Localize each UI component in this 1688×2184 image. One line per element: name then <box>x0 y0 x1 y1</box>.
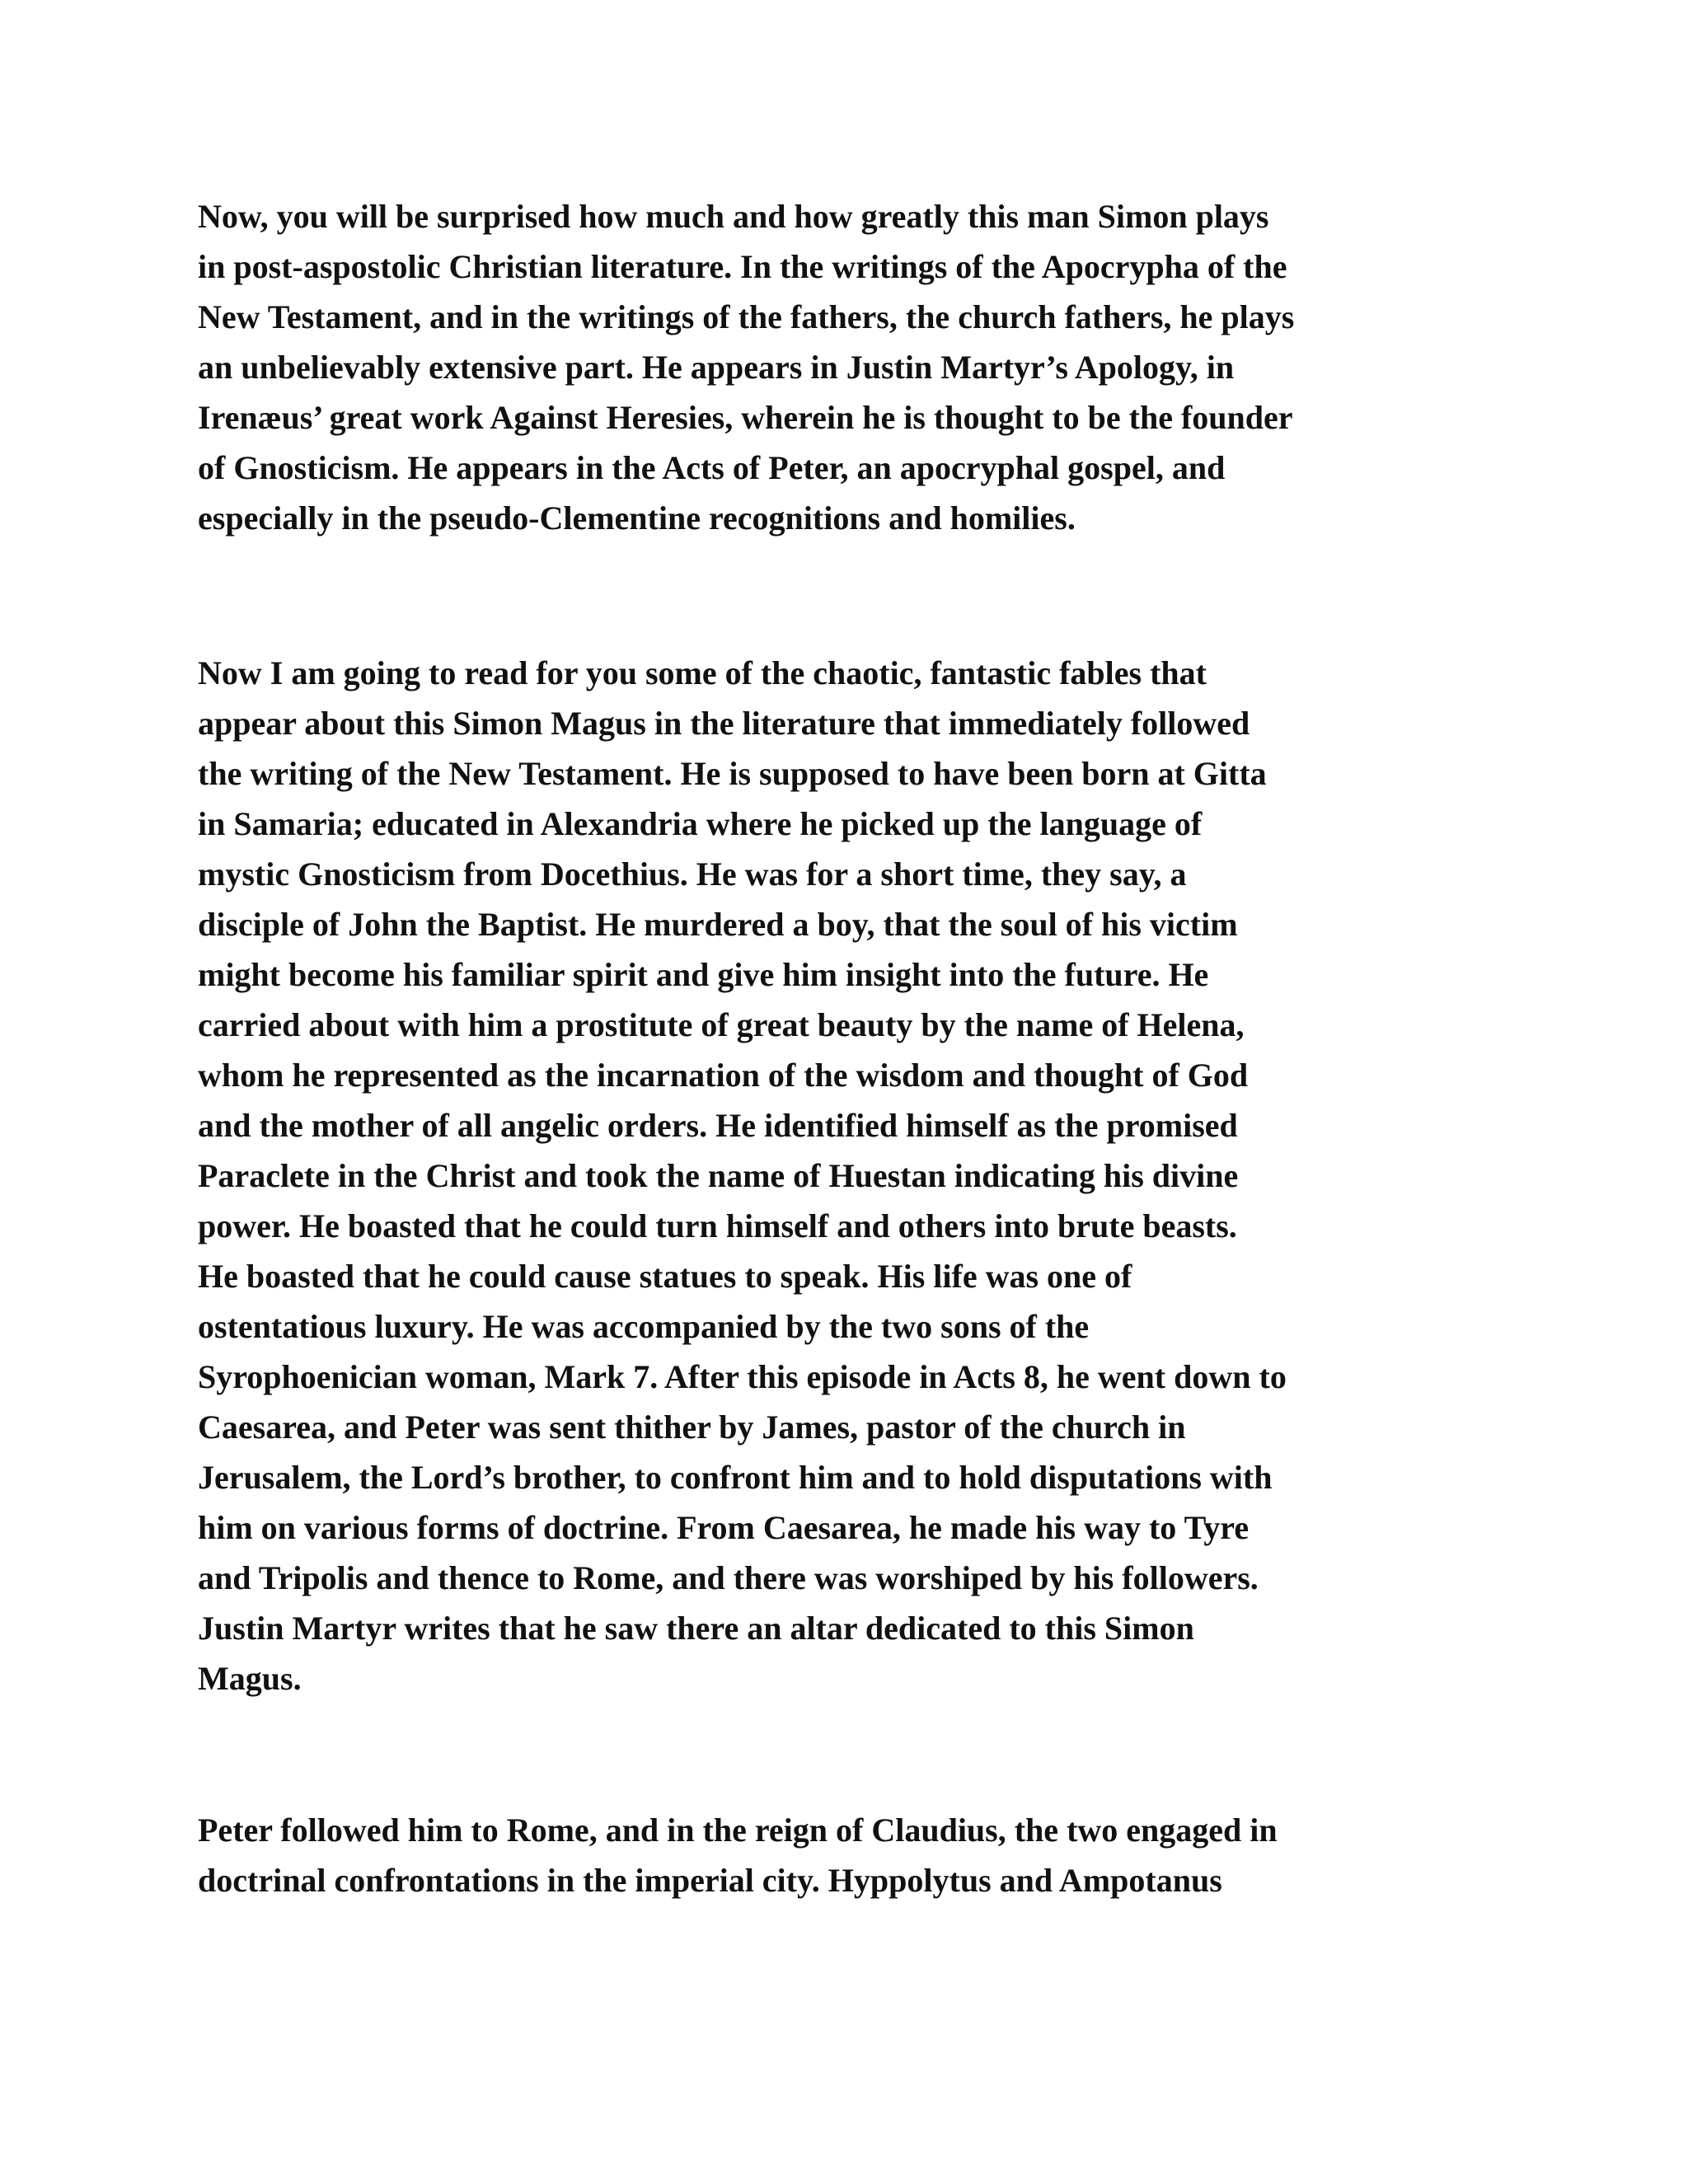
paragraph-1 <box>198 191 1484 543</box>
text-line: might become his familiar spirit and give him insight into the future. He <box>198 956 1209 993</box>
text-line: doctrinal confrontations in the imperial city. Hyppolytus and Ampotanus <box>198 1862 1222 1899</box>
text-line: the writing of the New Testament. He is supposed to have been born at Gitta <box>198 755 1267 792</box>
text-line: Peter followed him to Rome, and in the reign of Claudius, the two engaged in <box>198 1811 1278 1849</box>
text-line: mystic Gnosticism from Docethius. He was for a short time, they say, a <box>198 855 1187 893</box>
text-line: Irenæus’ great work Against Heresies, wherein he is thought to be the founder <box>198 399 1293 436</box>
text-line: in Samaria; educated in Alexandria where he picked up the language of <box>198 805 1203 842</box>
text-line: in post-aspostolic Christian literature. In the writings of the Apocrypha of the <box>198 248 1287 285</box>
text-line: and Tripolis and thence to Rome, and there was worshiped by his followers. <box>198 1559 1259 1596</box>
text-line: New Testament, and in the writings of the fathers, the church fathers, he plays <box>198 298 1295 335</box>
text-line: Paraclete in the Christ and took the name of Huestan indicating his divine <box>198 1157 1239 1194</box>
text-line: Caesarea, and Peter was sent thither by James, pastor of the church in <box>198 1408 1186 1446</box>
text-line: appear about this Simon Magus in the literature that immediately followed <box>198 705 1250 742</box>
paragraph-3 <box>198 1805 1484 1905</box>
text-line: whom he represented as the incarnation of the wisdom and thought of God <box>198 1057 1249 1094</box>
text-line: him on various forms of doctrine. From Caesarea, he made his way to Tyre <box>198 1509 1250 1546</box>
text-line: carried about with him a prostitute of great beauty by the name of Helena, <box>198 1006 1245 1043</box>
text-line: Now, you will be surprised how much and how greatly this man Simon plays <box>198 198 1269 235</box>
text-line: Magus. <box>198 1660 302 1697</box>
paragraph-2 <box>198 648 1484 1704</box>
text-line: ostentatious luxury. He was accompanied by the two sons of the <box>198 1308 1090 1345</box>
text-line: Jerusalem, the Lord’s brother, to confront him and to hold disputations with <box>198 1459 1273 1496</box>
text-line: Syrophoenician woman, Mark 7. After this episode in Acts 8, he went down to <box>198 1358 1287 1395</box>
text-line: of Gnosticism. He appears in the Acts of Peter, an apocryphal gospel, and <box>198 449 1226 486</box>
text-line: an unbelievably extensive part. He appears in Justin Martyr’s Apology, in <box>198 349 1235 386</box>
text-line: He boasted that he could cause statues to speak. His life was one of <box>198 1258 1132 1295</box>
text-line: Now I am going to read for you some of the chaotic, fantastic fables that <box>198 654 1207 691</box>
text-line: and the mother of all angelic orders. He identified himself as the promised <box>198 1107 1238 1144</box>
text-line: Justin Martyr writes that he saw there an altar dedicated to this Simon <box>198 1610 1194 1647</box>
text-line: disciple of John the Baptist. He murdered a boy, that the soul of his victim <box>198 906 1238 943</box>
text-line: power. He boasted that he could turn himself and others into brute beasts. <box>198 1207 1237 1244</box>
text-line: especially in the pseudo-Clementine recognitions and homilies. <box>198 499 1076 537</box>
